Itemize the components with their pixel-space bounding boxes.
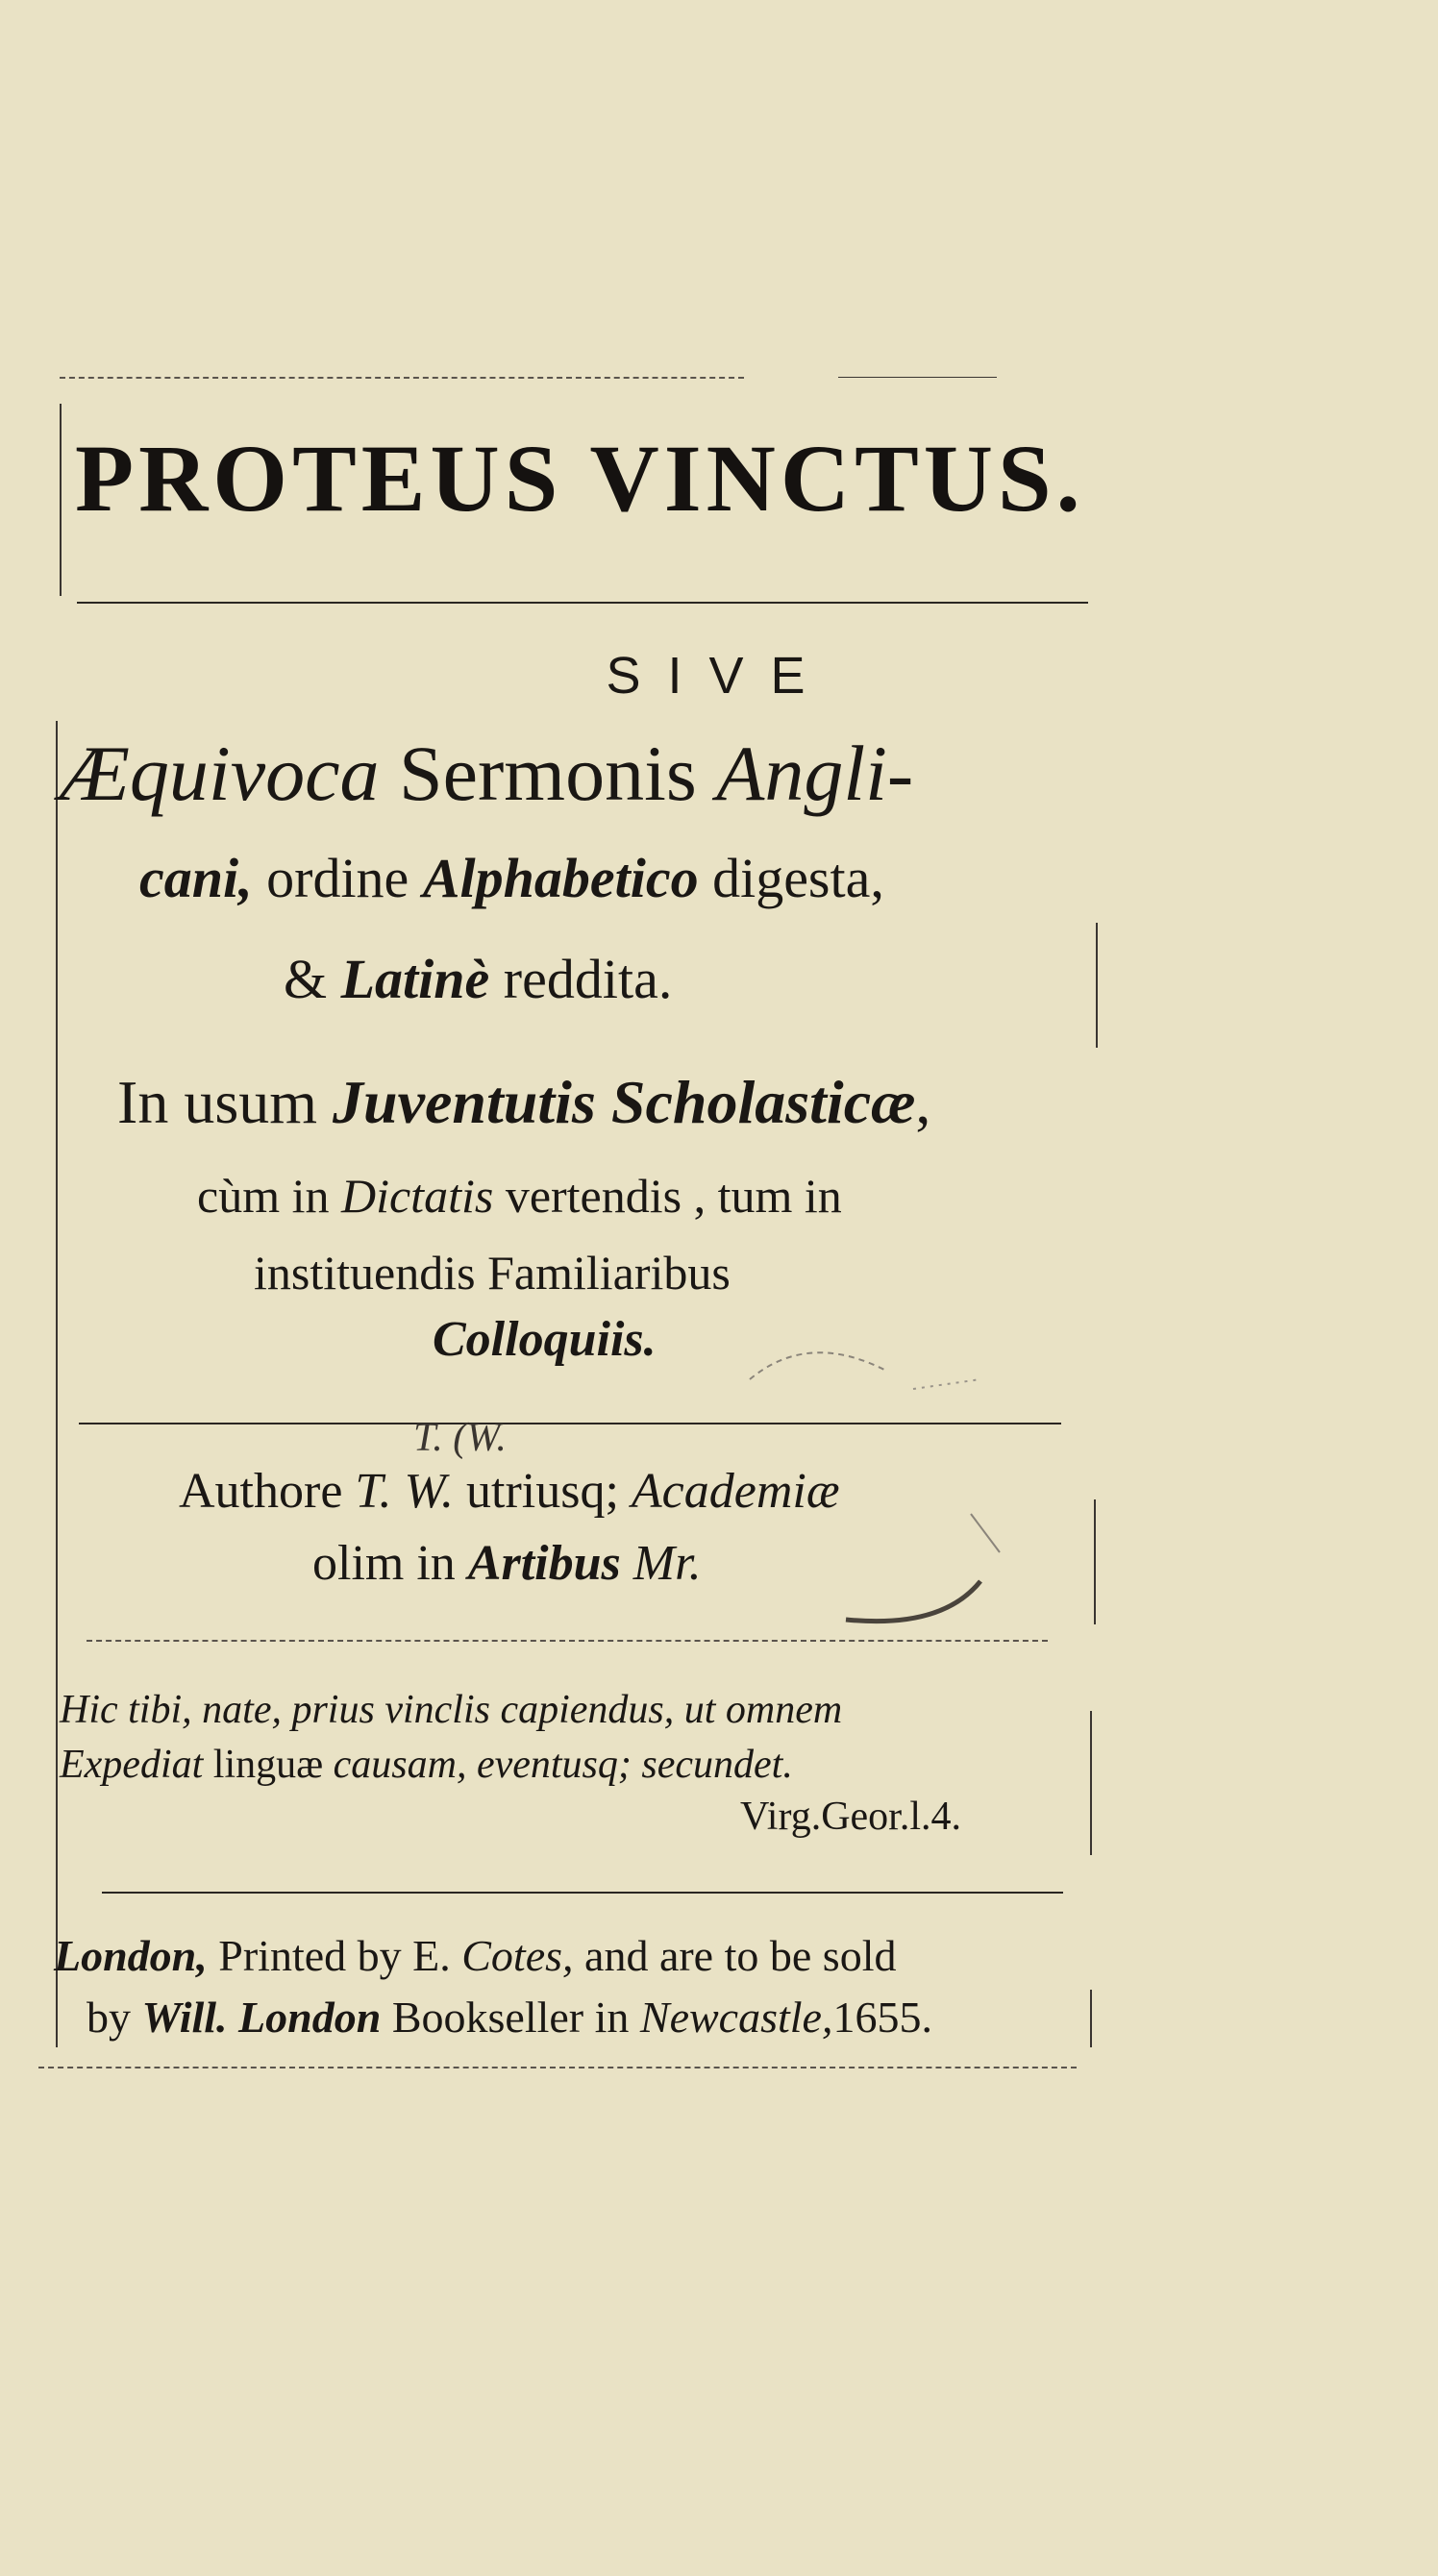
- imprint-1b: Printed by E.: [207, 1931, 462, 1980]
- quote-2a: Expediat: [60, 1743, 204, 1787]
- right-border: [1096, 923, 1098, 1048]
- subtitle-line-1: [60, 729, 913, 819]
- purpose-1a: In usum: [117, 1068, 333, 1136]
- imprint-line-1: [54, 1930, 896, 1981]
- subtitle-1b: Sermonis: [379, 730, 717, 817]
- subtitle-3b: Latinè: [340, 948, 490, 1010]
- subtitle-2d: digesta,: [698, 847, 884, 909]
- author-1c: utriusq;: [454, 1464, 632, 1519]
- left-border: [56, 721, 58, 2047]
- quote-2c: causam, eventusq; secundet.: [333, 1743, 793, 1787]
- imprint-2e: 1655.: [832, 1993, 932, 2042]
- subtitle-2c: Alphabetico: [422, 847, 699, 909]
- imprint-rule-top: [102, 1892, 1063, 1894]
- book-title: PROTEUS VINCTUS.: [75, 425, 1085, 532]
- quote-source: Virg.Geor.l.4.: [740, 1795, 962, 1839]
- quote-line-1: Hic tibi, nate, prius vinclis capiendus, ut omnem: [60, 1688, 843, 1732]
- purpose-line-1: [117, 1067, 930, 1138]
- imprint-1d: and are to be sold: [573, 1931, 897, 1980]
- author-2b: Artibus: [467, 1536, 621, 1591]
- subtitle-3a: &: [284, 948, 341, 1010]
- author-2a: olim in: [312, 1536, 468, 1591]
- subtitle-2a: cani,: [139, 847, 253, 909]
- right-border: [1090, 1711, 1092, 1855]
- purpose-line-4: Colloquiis.: [433, 1312, 657, 1367]
- purpose-2b: Dictatis: [340, 1169, 494, 1223]
- subtitle-line-2: [139, 846, 884, 910]
- subtitle-2b: ordine: [252, 847, 423, 909]
- imprint-2d: Newcastle,: [639, 1993, 833, 2042]
- right-border: [1094, 1499, 1096, 1624]
- author-rule-top: [79, 1423, 1061, 1424]
- subtitle-line-3: [284, 947, 672, 1011]
- imprint-1a: London,: [54, 1931, 208, 1980]
- imprint-2c: Bookseller in: [381, 1993, 640, 2042]
- bottom-rule: [38, 2067, 1077, 2068]
- top-rule: [60, 377, 744, 379]
- author-1d: Academiæ: [631, 1464, 840, 1519]
- purpose-line-3: instituendis Familiaribus: [254, 1246, 731, 1300]
- left-border: [60, 404, 62, 596]
- subtitle-1c: Angli-: [716, 730, 914, 817]
- subtitle-3c: reddita.: [489, 948, 673, 1010]
- author-line-2: [312, 1535, 702, 1592]
- purpose-2c: vertendis , tum in: [493, 1169, 842, 1223]
- author-1a: Authore: [179, 1464, 356, 1519]
- top-rule-right: [838, 377, 997, 378]
- author-line-1: [179, 1463, 840, 1520]
- author-1b: T. W.: [355, 1464, 455, 1519]
- imprint-line-2: [87, 1992, 932, 2043]
- imprint-1c: Cotes,: [461, 1931, 574, 1980]
- imprint-2a: by: [87, 1993, 142, 2042]
- quote-2b: linguæ: [203, 1743, 334, 1787]
- author-2c: Mr.: [620, 1536, 702, 1591]
- right-border: [1090, 1990, 1092, 2047]
- subtitle-1a: Æquivoca: [60, 730, 380, 817]
- title-rule: [77, 602, 1088, 604]
- purpose-2a: cùm in: [197, 1169, 341, 1223]
- purpose-1c: ,: [915, 1068, 931, 1136]
- quote-line-2: [60, 1742, 793, 1788]
- purpose-line-2: [197, 1168, 842, 1224]
- purpose-1b: Juventutis Scholasticæ: [333, 1068, 916, 1136]
- imprint-2b: Will. London: [141, 1993, 382, 2042]
- handwritten-note: T. (W.: [413, 1416, 507, 1460]
- author-rule-bottom: [87, 1640, 1048, 1642]
- sive: SIVE: [606, 647, 832, 705]
